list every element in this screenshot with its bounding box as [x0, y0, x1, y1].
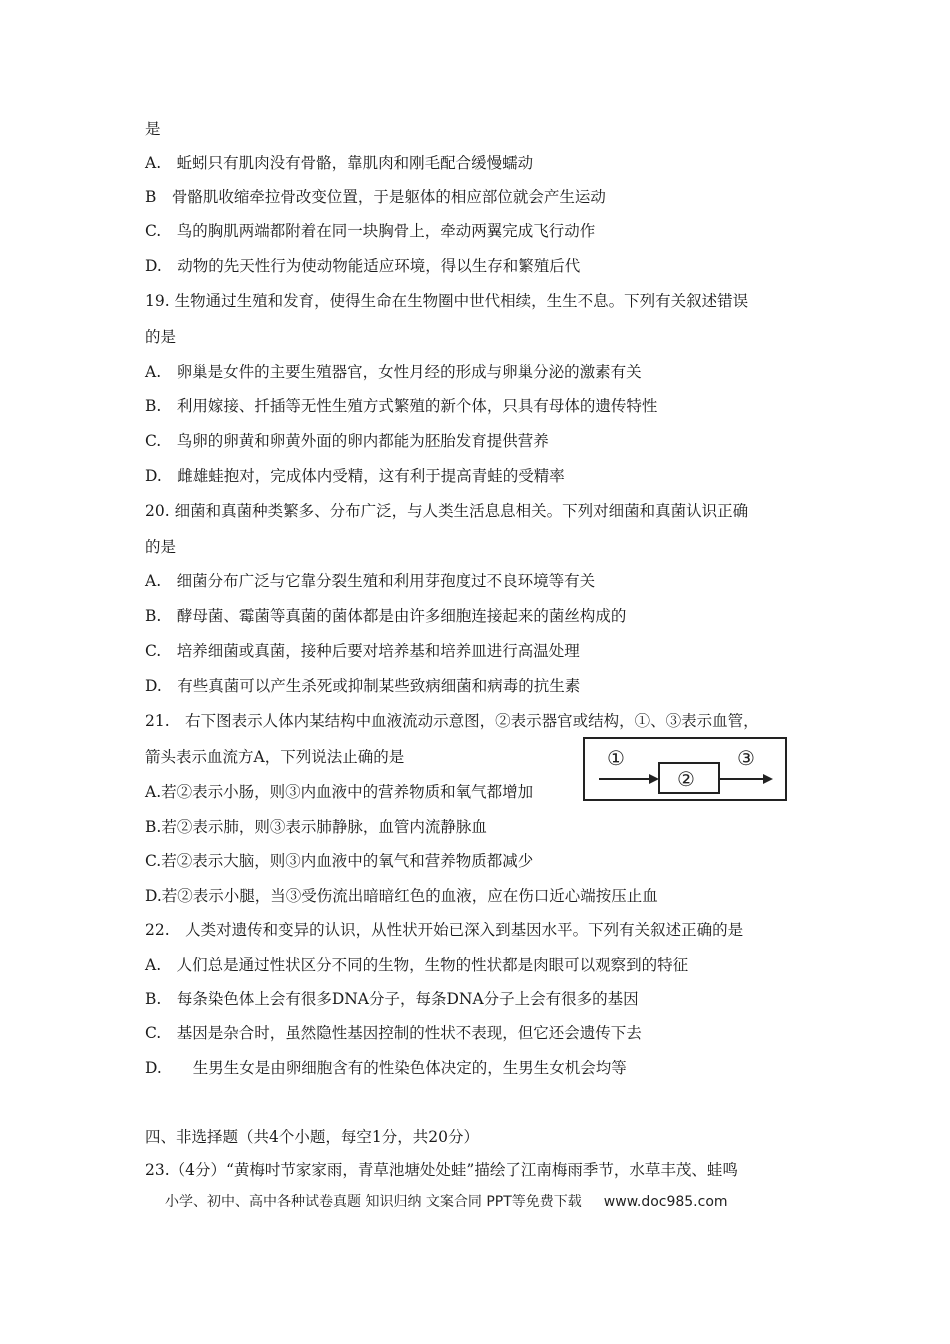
option-line: D.若②表示小腿，当③受伤流出暗暗红色的血液，应在伤口近心端按压止血: [145, 887, 658, 905]
text-line: 是: [145, 120, 161, 138]
option-line: B. 利用嫁接、扦插等无性生殖方式繁殖的新个体，只具有母体的遗传特性: [145, 397, 658, 415]
option-line: D. 动物的先天性行为使动物能适应环境，得以生存和繁殖后代: [145, 257, 581, 275]
question-22: 22. 人类对遗传和变异的认识，从性状开始已深入到基因水平。下列有关叙述正确的是: [145, 921, 744, 939]
question-21: 21. 右下图表示人体内某结构中血液流动示意图，②表示器官或结构，①、③表示血管，: [145, 712, 759, 730]
text-line: 的是: [145, 328, 177, 346]
option-line: B 骨骼肌收缩牵拉骨改变位置，于是躯体的相应部位就会产生运动: [145, 188, 606, 206]
option-line: A. 蚯蚓只有肌肉没有骨骼，靠肌肉和刚毛配合缓慢蠕动: [145, 154, 534, 172]
option-line: B. 每条染色体上会有很多DNA分子，每条DNA分子上会有很多的基因: [145, 990, 639, 1008]
option-line: B. 酵母菌、霉菌等真菌的菌体都是由许多细胞连接起来的菌丝构成的: [145, 607, 627, 625]
vessel-label-3: ③: [737, 746, 755, 770]
question-20: 20. 细菌和真菌种类繁多、分布广泛，与人类生活息息相关。下列对细菌和真菌认识正确: [145, 502, 749, 520]
option-line: D. 有些真菌可以产生杀死或抑制某些致病细菌和病毒的抗生素: [145, 677, 581, 695]
option-line: D. 生男生女是由卵细胞含有的性染色体决定的，生男生女机会均等: [145, 1059, 627, 1077]
option-line: C. 培养细菌或真菌，接种后要对培养基和培养皿进行高温处理: [145, 642, 580, 660]
option-line: C.若②表示大脑，则③内血液中的氧气和营养物质都减少: [145, 852, 534, 870]
option-line: C. 鸟卵的卵黄和卵黄外面的卵内都能为胚胎发育提供营养: [145, 432, 549, 450]
option-line: A.若②表示小肠，则③内血液中的营养物质和氧气都增加: [145, 783, 534, 801]
vessel-label-1: ①: [607, 746, 625, 770]
section-heading: 四、非选择题（共4个小题，每空1分，共20分）: [145, 1128, 479, 1146]
option-line: C. 基因是杂合时，虽然隐性基因控制的性状不表现，但它还会遗传下去: [145, 1024, 642, 1042]
outflow-arrowhead: [763, 774, 773, 784]
question-19: 19. 生物通过生殖和发育，使得生命在生物圈中世代相续，生生不息。下列有关叙述错误: [145, 292, 749, 310]
footer-site-link[interactable]: www.doc985.com: [603, 1194, 728, 1210]
option-line: A. 人们总是通过性状区分不同的生物，生物的性状都是肉眼可以观察到的特征: [145, 956, 689, 974]
question-23: 23.（4分）“黄梅吋节家家雨，青草池塘处处蛙”描绘了江南梅雨季节，水草丰茂、蛙鸣: [145, 1161, 738, 1179]
option-line: C. 鸟的胸肌两端都附着在同一块胸骨上，牵动两翼完成飞行动作: [145, 222, 596, 240]
text-line: 的是: [145, 538, 177, 556]
page-footer: [165, 1191, 728, 1211]
option-line: A. 细菌分布广泛与它靠分裂生殖和利用芽孢度过不良环境等有关: [145, 572, 596, 590]
text-line: 箭头表示血流方A，下列说法止确的是: [145, 748, 405, 766]
blood-flow-diagram: [583, 737, 787, 801]
option-line: A. 卵巢是女件的主要生殖器官，女性月经的形成与卵巢分泌的激素有关: [145, 363, 642, 381]
organ-label-2: ②: [677, 767, 695, 791]
option-line: B.若②表示肺，则③表示肺静脉，血管内流静脉血: [145, 818, 487, 836]
inflow-arrowhead: [649, 774, 659, 784]
option-line: D. 雌雄蛙抱对，完成体内受精，这有利于提高青蛙的受精率: [145, 467, 565, 485]
blood-flow-diagram-svg: [585, 739, 785, 799]
footer-text: 小学、初中、高中各种试卷真题 知识归纳 文案合同 PPT等免费下载: [165, 1194, 582, 1210]
